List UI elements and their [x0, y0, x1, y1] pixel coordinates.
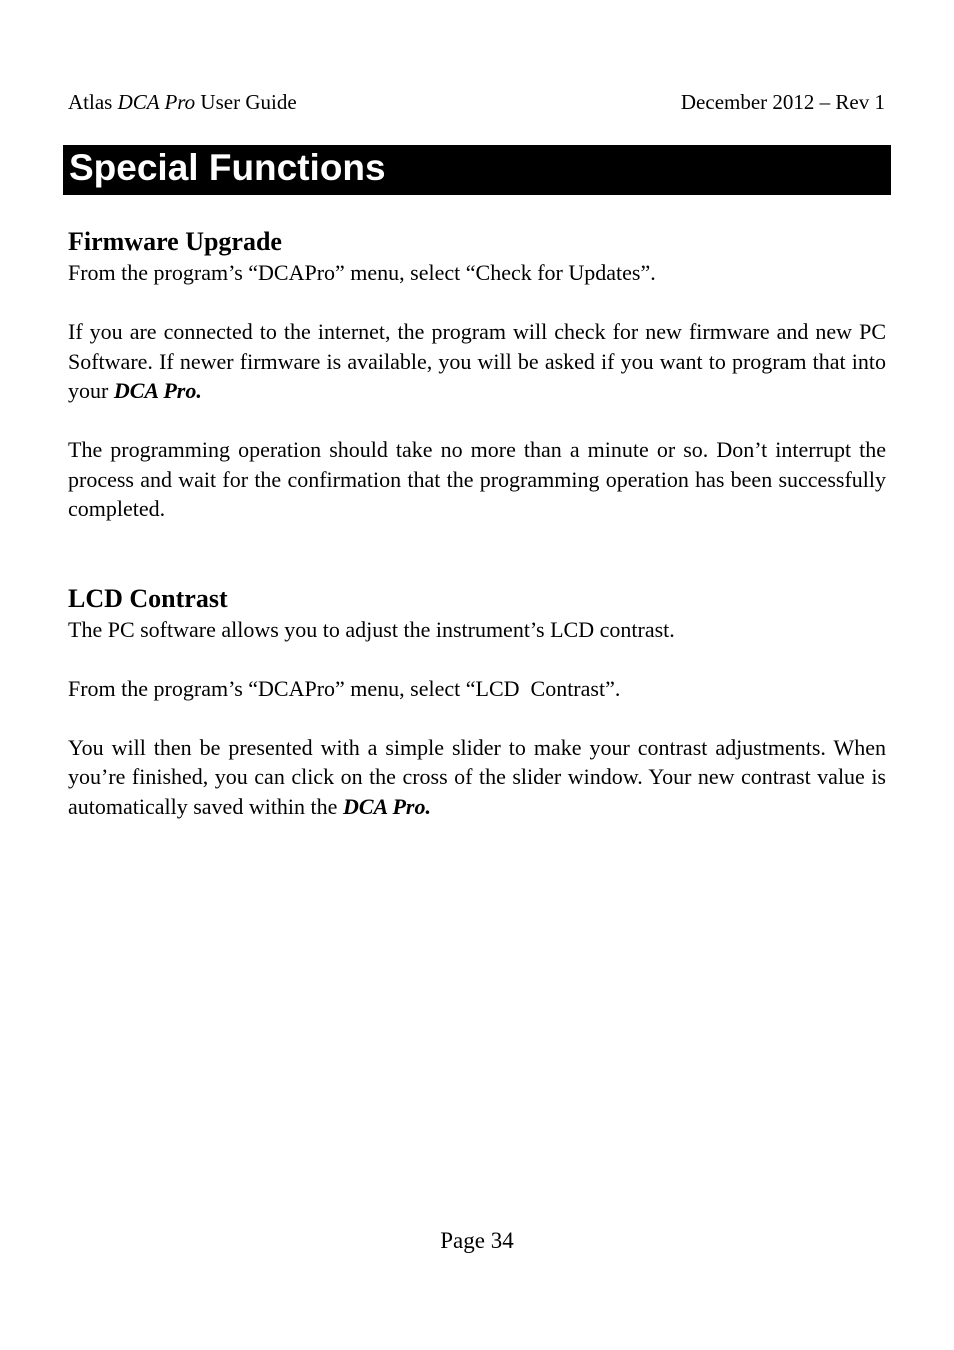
header-brand: Atlas	[68, 90, 113, 114]
product-name-emphasis: DCA Pro.	[113, 378, 202, 403]
section-lcd-contrast	[68, 583, 886, 822]
paragraph-lcd-slider-text: You will then be presented with a simple slider to make your contrast adjustments. When you’re finished, you can click on the cross of the slider window. Your new contrast value is automatically saved within the	[68, 734, 886, 819]
page-number: Page 34	[440, 1228, 514, 1253]
product-name-emphasis: DCA Pro.	[342, 793, 431, 819]
section-heading-lcd-contrast: LCD Contrast	[68, 583, 228, 613]
running-header-right: December 2012 – Rev 1	[680, 90, 885, 114]
section-heading-firmware-upgrade: Firmware Upgrade	[68, 227, 282, 256]
section-firmware-upgrade	[68, 226, 886, 524]
header-doc-type: User Guide	[200, 90, 297, 114]
chapter-title-bar	[63, 145, 891, 195]
paragraph-firmware-check	[68, 317, 886, 406]
page-content	[68, 226, 886, 821]
running-header-left	[68, 90, 297, 114]
paragraph-firmware-duration: The programming operation should take no more than a minute or so. Don’t interrupt the process and wait for the confirmation that the programming operation has been successfully completed.	[68, 437, 886, 521]
header-product-name: DCA Pro	[117, 90, 196, 114]
paragraph-firmware-menu: From the program’s “DCAPro” menu, select “Check for Updates”.	[68, 260, 656, 285]
page-title: Special Functions	[69, 147, 386, 188]
paragraph-lcd-slider	[68, 733, 886, 822]
paragraph-firmware-check-text: If you are connected to the internet, the program will check for new firmware and new PC Software. If newer firmware is available, you will be asked if you want to program that into your	[68, 319, 886, 403]
paragraph-lcd-intro: The PC software allows you to adjust the instrument’s LCD contrast.	[68, 616, 675, 642]
paragraph-lcd-menu: From the program’s “DCAPro” menu, select “LCD Contrast”.	[68, 675, 621, 701]
